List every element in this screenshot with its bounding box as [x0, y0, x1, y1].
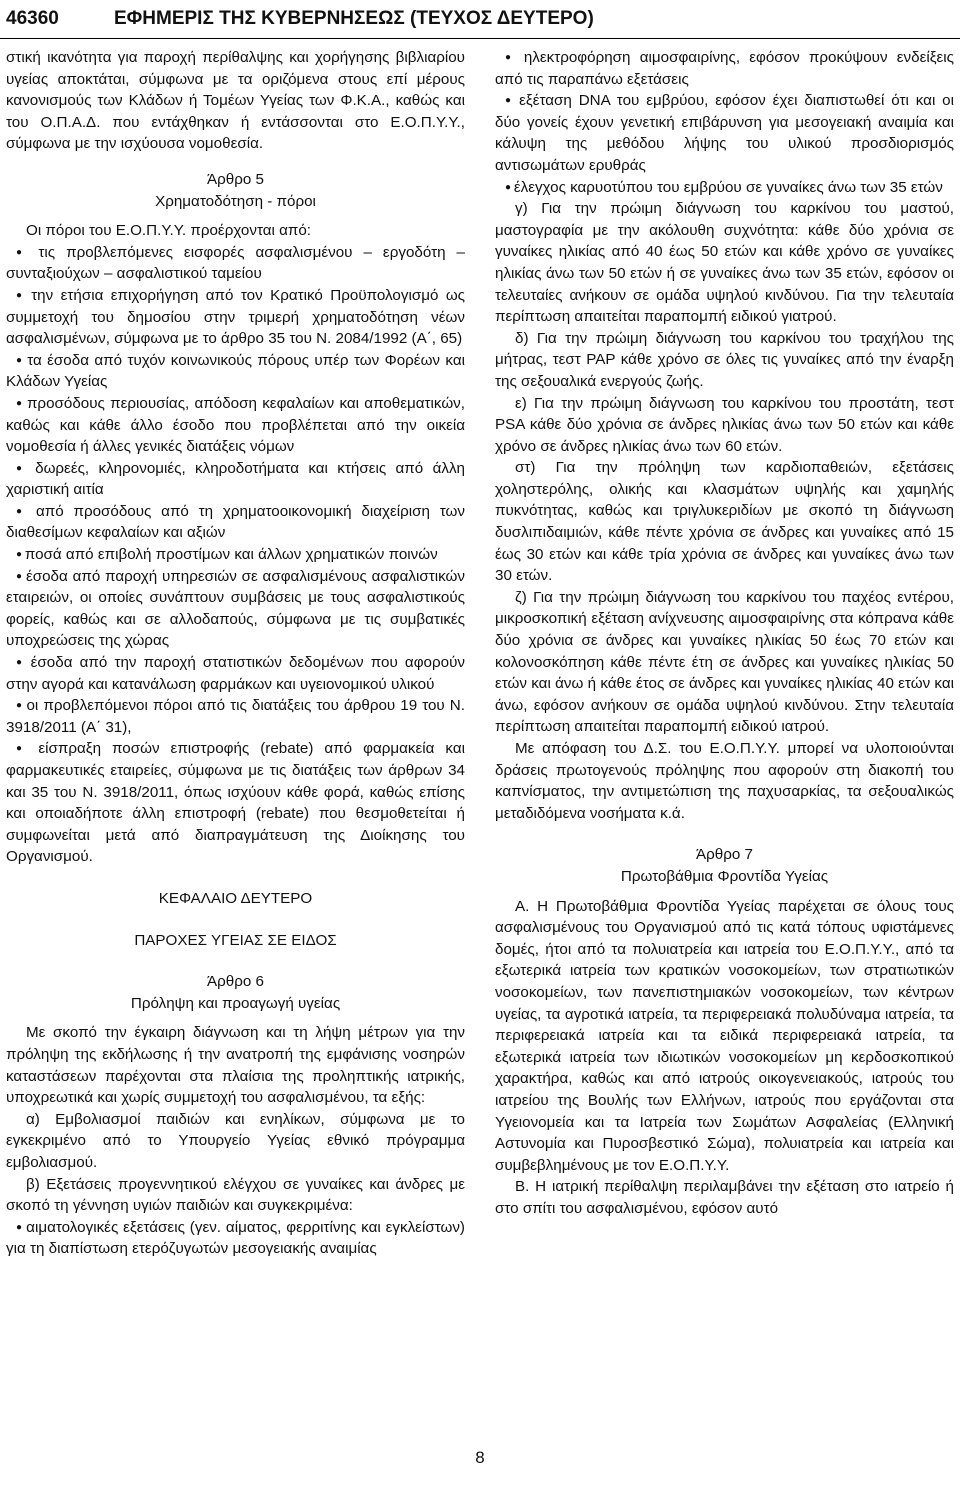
- paragraph: γ) Για την πρώιμη διάγνωση του καρκίνου του μαστού, μαστογραφία με την ακόλουθη συχνότητα: κάθε δύο χρόνια σε γυναίκες ηλικίας από 40 έως 50 ετών και κάθε χρόνο σε γυναίκες ηλικίας άνω των 50 ετών ή σε γυναίκες άνω των 35 ετών, εφόσον οι τελευταίες ανήκουν σε ομάδα υψηλού κινδύνου. Για την τελευταία περίπτωση απαιτείται παραπομπή ειδικού γιατρού.: [495, 200, 954, 326]
- section-heading: Πρόληψη και προαγωγή υγείας: [130, 994, 341, 1012]
- right-column: [495, 47, 954, 1260]
- paragraph: στ) Για την πρόληψη των καρδιοπαθειών, εξετάσεις χοληστερόλης, ολικής και κλασμάτων υψηλής και χαμηλής πυκνότητας, καθώς και τριγλυκεριδίων με σκοπό τη διάγνωση δυσλιπιδαιμιών, κάθε πέντε χρόνια σε άνδρες και γυναίκες από 15 έως 30 ετών και κάθε τρία χρόνια σε άνδρες και γυναίκες άνω των 30 ετών.: [495, 459, 954, 585]
- paragraph: ζ) Για την πρώιμη διάγνωση του καρκίνου του παχέος εντέρου, μικροσκοπική εξέταση ανίχνευσης αιμοσφαιρίνης στα κόπρανα κάθε δύο χρόνια σε άνδρες και γυναίκες ηλικίας 50 έως 70 ετών και κολονοσκόπηση κάθε πέντε έτη σε άνδρες και γυναίκες ηλικίας 50 ετών και άνω ή κάθε έτος σε άνδρες και γυναίκες ηλικίας 40 ετών και άνω, εφόσον ανήκουν σε ομάδα υψηλού κινδύνου. Στην τελευταία περίπτωση απαιτείται παραπομπή ειδικού ιατρού.: [495, 588, 954, 736]
- left-column: [6, 47, 465, 1260]
- paragraph: Α. Η Πρωτοβάθμια Φροντίδα Υγείας παρέχεται σε όλους τους ασφαλισμένους του Οργανισμού από τις κατά τόπους υφιστάμενες δομές, ήτοι από τα πολυιατρεία και ιατρεία του Ε.Ο.Π.Υ.Υ., από τα εξωτερικά ιατρεία των κρατικών νοσοκομείων, των στρατιωτικών νοσοκομείων, των πανεπιστημιακών νοσοκομείων, των κέντρων υγείας, τα αγροτικά ιατρεία, τα περιφερειακά πολυδύναμα ιατρεία, τα περιφερειακά ιατρεία και τα ειδικά περιφερειακά ιατρεία, τα εξωτερικά ιατρεία των ιδιωτικών νοσοκομείων μη κερδοσκοπικού χαρακτήρα, καθώς και από ιατρούς οικογενειακούς, ιατρούς του ιατρείου της Βουλής των Ελλήνων, ιατρούς που εργάζονται στα Υγειονομεία και τα Ιατρεία των Σωμάτων Ασφαλείας (Ελληνική Αστυνομία και Πυροσβεστικό Σώμα), πολυιατρεία και ιατρεία και συμβεβλημένους με τον Ε.Ο.Π.Υ.Υ.: [495, 897, 954, 1174]
- gazette-title: ΕΦΗΜΕΡΙΣ ΤΗΣ ΚΥΒΕΡΝΗΣΕΩΣ (ΤΕΥΧΟΣ ΔΕΥΤΕΡΟ): [114, 8, 594, 29]
- page-header: [0, 0, 960, 39]
- paragraph: ε) Για την πρώιμη διάγνωση του καρκίνου του προστάτη, τεστ PSA κάθε δύο χρόνια σε άνδρες ηλικίας άνω των 50 ετών και κάθε χρόνο σε άνδρες ηλικίας άνω των 60 ετών.: [495, 394, 954, 455]
- bullet-item: ● την ετήσια επιχορήγηση από τον Κρατικό Προϋπολογισμό ως συμμετοχή του δημοσίου στην τριμερή χρηματοδότηση νέων ασφαλισμένων, σύμφωνα με το άρθρο 35 του Ν. 2084/1992 (Α΄, 65): [6, 285, 465, 350]
- bullet-item: ● προσόδους περιουσίας, απόδοση κεφαλαίων και αποθεματικών, καθώς και κάθε άλλο έσοδο που προβλέπεται από την οικεία νομοθεσία ή άλλες γενικές διατάξεις νόμων: [6, 393, 465, 458]
- bullet-item: ● αιματολογικές εξετάσεις (γεν. αίματος, φερριτίνης και εγκλείστων) για τη διαπίστωση ετερόζυγωτών μεσογειακής αναιμίας: [6, 1217, 465, 1260]
- paragraph: Β. Η ιατρική περίθαλψη περιλαμβάνει την εξέταση στο ιατρείο ή στο σπίτι του ασφαλισμένου, εφόσον αυτό: [495, 1178, 954, 1217]
- bullet-item: ● έλεγχος καρυοτύπου του εμβρύου σε γυναίκες άνω των 35 ετών: [495, 177, 954, 199]
- paragraph: Με απόφαση του Δ.Σ. του Ε.Ο.Π.Υ.Υ. μπορεί να υλοποιούνται δράσεις πρωτογενούς πρόληψης που αφορούν στη διακοπή του καπνίσματος, την αντιμετώπιση της παχυσαρκίας, τα σεξουαλικώς μεταδιδόμενα νοσήματα κ.ά.: [495, 740, 954, 822]
- bullet-item: ● είσπραξη ποσών επιστροφής (rebate) από φαρμακεία και φαρμακευτικές εταιρείες, σύμφωνα με τις διατάξεις των άρθρων 34 και 35 του Ν. 3918/2011, όπως ισχύουν κάθε φορά, καθώς επίσης και οποιαδήποτε άλλη επιστροφή (rebate) που θεσμοθετείται ή συμφωνείται μετά από διαπραγμάτευση της Διοίκησης του Οργανισμού.: [6, 738, 465, 868]
- paragraph: Με σκοπό την έγκαιρη διάγνωση και τη λήψη μέτρων για την πρόληψη της εκδήλωσης ή την ανατροπή της εμφάνισης νοσηρών καταστάσεων παρέχονται στα πλαίσια της προληπτικής ιατρικής, υποχρεωτικά και χωρίς συμμετοχή του ασφαλισμένου, τα εξής:: [6, 1024, 465, 1107]
- section-heading: Άρθρο 7: [696, 846, 753, 864]
- paragraph: στική ικανότητα για παροχή περίθαλψης και χορήγησης βιβλιαρίου υγείας αποκτάται, σύμφωνα με τα οριζόμενα στους επί μέρους κανονισμούς των Κλάδων ή Τομέων Υγείας των Φ.Κ.Α., καθώς και του Ο.Π.Α.Δ. που εντάχθηκαν ή εντάσσονται στο Ε.Ο.Π.Υ.Υ., σύμφωνα με την ισχύουσα νομοθεσία.: [6, 49, 465, 153]
- footer-page-number: 8: [475, 1448, 485, 1467]
- bullet-item: ● από προσόδους από τη χρηματοοικονομική διαχείριση των διαθεσίμων κεφαλαίων και αξιών: [6, 501, 465, 544]
- section-heading: Άρθρο 6: [207, 973, 264, 991]
- section-heading: ΚΕΦΑΛΑΙΟ ΔΕΥΤΕΡΟ: [158, 889, 313, 907]
- bullet-item: ● δωρεές, κληρονομιές, κληροδοτήματα και κτήσεις από άλλη χαριστική αιτία: [6, 458, 465, 501]
- bullet-item: ● ηλεκτροφόρηση αιμοσφαιρίνης, εφόσον προκύψουν ενδείξεις από τις παραπάνω εξετάσεις: [495, 47, 954, 90]
- paragraph: β) Εξετάσεις προγεννητικού ελέγχου σε γυναίκες και άνδρες με σκοπό τη γέννηση υγιών παιδιών και συγκεκριμένα:: [6, 1175, 465, 1215]
- bullet-item: ● έσοδα από παροχή υπηρεσιών σε ασφαλισμένους ασφαλιστικών εταιρειών, οι οποίες συνάπτουν συμβάσεις με τους ασφαλιστικούς φορείς, καθώς και σε αλλοδαπούς, σύμφωνα με τις συμβατικές υποχρεώσεις της χώρας: [6, 566, 465, 652]
- bullet-item: ● τις προβλεπόμενες εισφορές ασφαλισμένου – εργοδότη – συνταξιούχων – ασφαλιστικού ταμείου: [6, 242, 465, 285]
- paragraph: Οι πόροι του Ε.Ο.Π.Υ.Υ. προέρχονται από:: [26, 222, 312, 240]
- bullet-item: ● ποσά από επιβολή προστίμων και άλλων χρηματικών ποινών: [6, 544, 465, 566]
- bullet-item: ● εξέταση DNA του εμβρύου, εφόσον έχει διαπιστωθεί ότι και οι δύο γονείς έχουν γενετική επιβάρυνση για μεσογειακή αναιμία και κάλυψη της μεθόδου λήψης του υλικού προσδιορισμός αντισωμάτων ερυθράς: [495, 90, 954, 176]
- paragraph: δ) Για την πρώιμη διάγνωση του καρκίνου του τραχήλου της μήτρας, τεστ PAP κάθε χρόνο σε όλες τις γυναίκες από την έναρξη της σεξουαλικά ενεργούς ζωής.: [495, 329, 954, 390]
- bullet-item: ● τα έσοδα από τυχόν κοινωνικούς πόρους υπέρ των Φορέων και Κλάδων Υγείας: [6, 350, 465, 393]
- bullet-item: ● οι προβλεπόμενοι πόροι από τις διατάξεις του άρθρου 19 του Ν. 3918/2011 (Α΄ 31),: [6, 695, 465, 738]
- section-heading: Πρωτοβάθμια Φροντίδα Υγείας: [620, 867, 829, 885]
- columns: [0, 39, 960, 1260]
- paragraph: α) Εμβολιασμοί παιδιών και ενηλίκων, σύμφωνα με το εγκεκριμένο από το Υπουργείο Υγείας εθνικό πρόγραμμα εμβολιασμού.: [6, 1110, 465, 1171]
- section-heading: Χρηματοδότηση - πόροι: [155, 192, 316, 210]
- section-heading: ΠΑΡΟΧΕΣ ΥΓΕΙΑΣ ΣΕ ΕΙΔΟΣ: [134, 931, 337, 949]
- page-number: 46360: [6, 8, 59, 29]
- bullet-item: ● έσοδα από την παροχή στατιστικών δεδομένων που αφορούν στην αγορά και κατανάλωση φαρμάκων και υγειονομικού υλικού: [6, 652, 465, 695]
- section-heading: Άρθρο 5: [207, 170, 264, 188]
